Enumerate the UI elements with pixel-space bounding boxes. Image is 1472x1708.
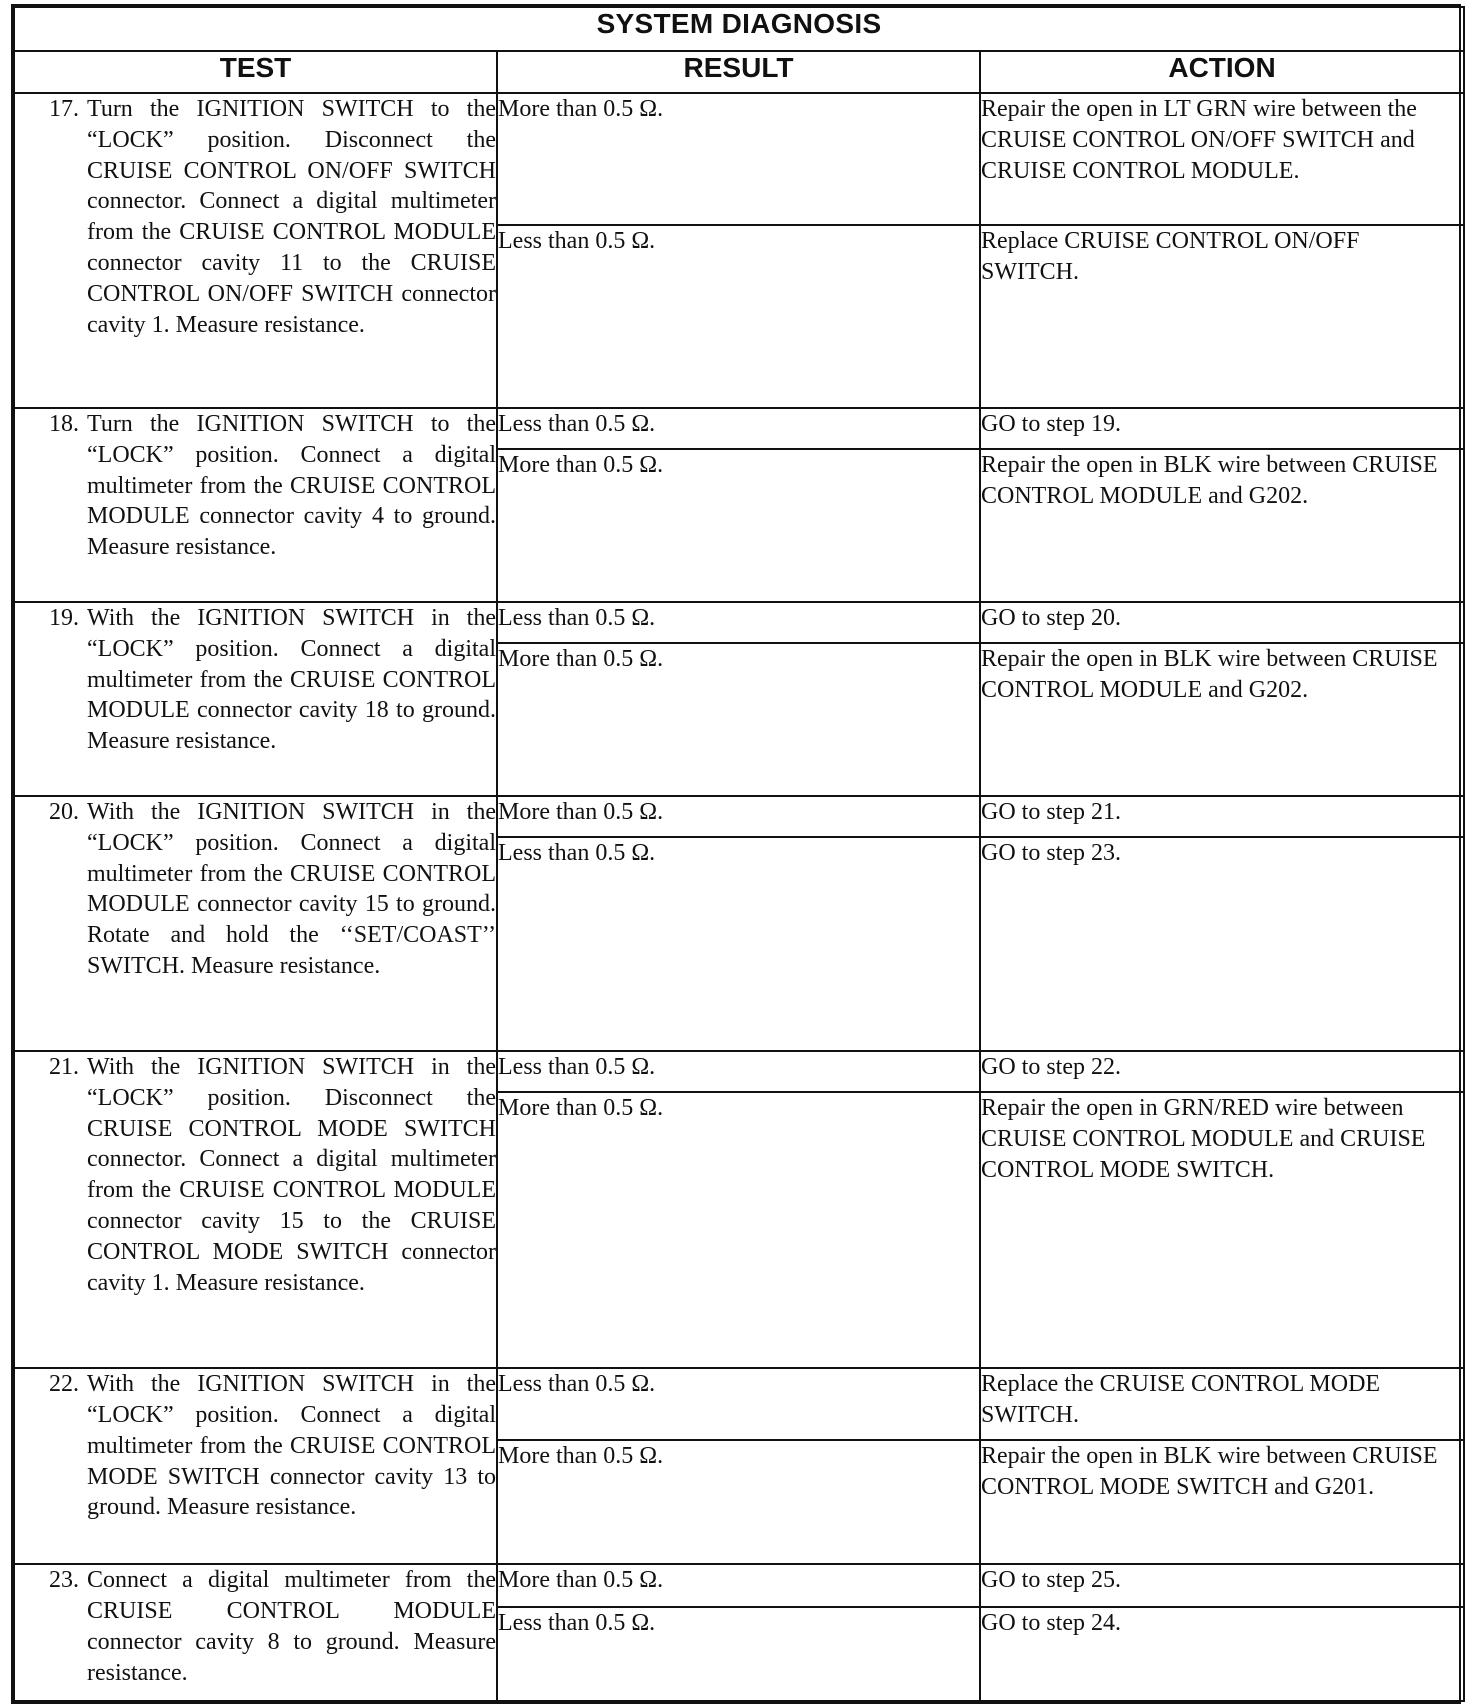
test-procedure: With the IGNITION SWITCH in the “LOCK” position. Connect a digital multimeter from the CRUISE CONTROL MODE SWITCH connector cavity 13 to ground. Measure resistance.	[87, 1371, 496, 1521]
action-cell: Repair the open in BLK wire between CRUISE CONTROL MODULE and G202.	[980, 643, 1464, 796]
result-cell: Less than 0.5 Ω.	[497, 408, 980, 449]
action-cell: Repair the open in BLK wire between CRUISE CONTROL MODULE and G202.	[980, 449, 1464, 602]
action-cell: Replace the CRUISE CONTROL MODE SWITCH.	[980, 1368, 1464, 1440]
test-cell	[14, 1564, 497, 1701]
step-number: 19.	[49, 605, 79, 632]
test-cell	[14, 408, 497, 602]
result-cell: More than 0.5 Ω.	[497, 1092, 980, 1368]
table-row	[14, 1368, 1464, 1440]
result-cell: Less than 0.5 Ω.	[497, 1607, 980, 1701]
action-cell: GO to step 20.	[980, 602, 1464, 643]
result-cell: Less than 0.5 Ω.	[497, 1051, 980, 1092]
result-column-header: RESULT	[497, 51, 980, 93]
action-cell: Repair the open in GRN/RED wire between CRUISE CONTROL MODULE and CRUISE CONTROL MODE SWITCH.	[980, 1092, 1464, 1368]
result-cell: More than 0.5 Ω.	[497, 796, 980, 837]
action-cell: GO to step 21.	[980, 796, 1464, 837]
test-procedure: With the IGNITION SWITCH in the “LOCK” position. Connect a digital multimeter from the CRUISE CONTROL MODULE connector cavity 15 to ground. Rotate and hold the ‘‘SET/COAST’’ SWITCH. Measure resistance.	[87, 799, 496, 979]
table-title: SYSTEM DIAGNOSIS	[14, 7, 1464, 51]
action-cell: GO to step 24.	[980, 1607, 1464, 1701]
table-row	[14, 1564, 1464, 1606]
result-cell: More than 0.5 Ω.	[497, 1564, 980, 1606]
table-row	[14, 93, 1464, 225]
result-cell: Less than 0.5 Ω.	[497, 837, 980, 1051]
step-number: 17.	[49, 96, 79, 122]
action-cell: GO to step 23.	[980, 837, 1464, 1051]
test-cell	[14, 602, 497, 796]
title-row	[14, 7, 1464, 51]
column-header-row	[14, 51, 1464, 93]
result-cell: Less than 0.5 Ω.	[497, 1368, 980, 1440]
action-cell: GO to step 19.	[980, 408, 1464, 449]
step-number: 21.	[49, 1054, 79, 1081]
result-cell: More than 0.5 Ω.	[497, 1440, 980, 1564]
step-number: 20.	[49, 799, 79, 826]
result-cell: Less than 0.5 Ω.	[497, 602, 980, 643]
result-cell: More than 0.5 Ω.	[497, 643, 980, 796]
table-row	[14, 1051, 1464, 1092]
test-procedure: With the IGNITION SWITCH in the “LOCK” position. Disconnect the CRUISE CONTROL MODE SWITCH connector. Connect a digital multimeter from the CRUISE CONTROL MODULE connector cavity 15 to the CRUISE CONTROL MODE SWITCH connector cavity 1. Measure resistance.	[87, 1054, 496, 1296]
result-cell: More than 0.5 Ω.	[497, 449, 980, 602]
table-row	[14, 602, 1464, 643]
test-cell	[14, 93, 497, 408]
action-cell: Replace CRUISE CONTROL ON/OFF SWITCH.	[980, 225, 1464, 408]
table-row	[14, 408, 1464, 449]
step-number: 18.	[49, 411, 79, 438]
test-cell	[14, 1051, 497, 1368]
test-procedure: Turn the IGNITION SWITCH to the “LOCK” position. Disconnect the CRUISE CONTROL ON/OFF SWITCH connector. Connect a digital multimeter from the CRUISE CONTROL MODULE connector cavity 11 to the CRUISE CONTROL ON/OFF SWITCH connector cavity 1. Measure resistance.	[87, 96, 496, 338]
result-cell: Less than 0.5 Ω.	[497, 225, 980, 408]
test-cell	[14, 1368, 497, 1564]
test-cell	[14, 796, 497, 1051]
step-number: 22.	[49, 1371, 79, 1398]
action-cell: Repair the open in BLK wire between CRUISE CONTROL MODE SWITCH and G201.	[980, 1440, 1464, 1564]
system-diagnosis-document	[11, 4, 1461, 1704]
table-row	[14, 796, 1464, 837]
result-cell: More than 0.5 Ω.	[497, 93, 980, 225]
action-column-header: ACTION	[980, 51, 1464, 93]
test-procedure: Connect a digital multimeter from the CRUISE CONTROL MODULE connector cavity 8 to ground. Measure resistance.	[87, 1567, 496, 1686]
diagnosis-steps	[14, 93, 1464, 1701]
action-cell: Repair the open in LT GRN wire between the CRUISE CONTROL ON/OFF SWITCH and CRUISE CONTROL MODULE.	[980, 93, 1464, 225]
test-procedure: With the IGNITION SWITCH in the “LOCK” position. Connect a digital multimeter from the CRUISE CONTROL MODULE connector cavity 18 to ground. Measure resistance.	[87, 605, 496, 755]
step-number: 23.	[49, 1567, 79, 1594]
diagnosis-table	[13, 6, 1465, 1702]
test-procedure: Turn the IGNITION SWITCH to the “LOCK” position. Connect a digital multimeter from the CRUISE CONTROL MODULE connector cavity 4 to ground. Measure resistance.	[87, 411, 496, 561]
action-cell: GO to step 25.	[980, 1564, 1464, 1606]
action-cell: GO to step 22.	[980, 1051, 1464, 1092]
test-column-header: TEST	[14, 51, 497, 93]
